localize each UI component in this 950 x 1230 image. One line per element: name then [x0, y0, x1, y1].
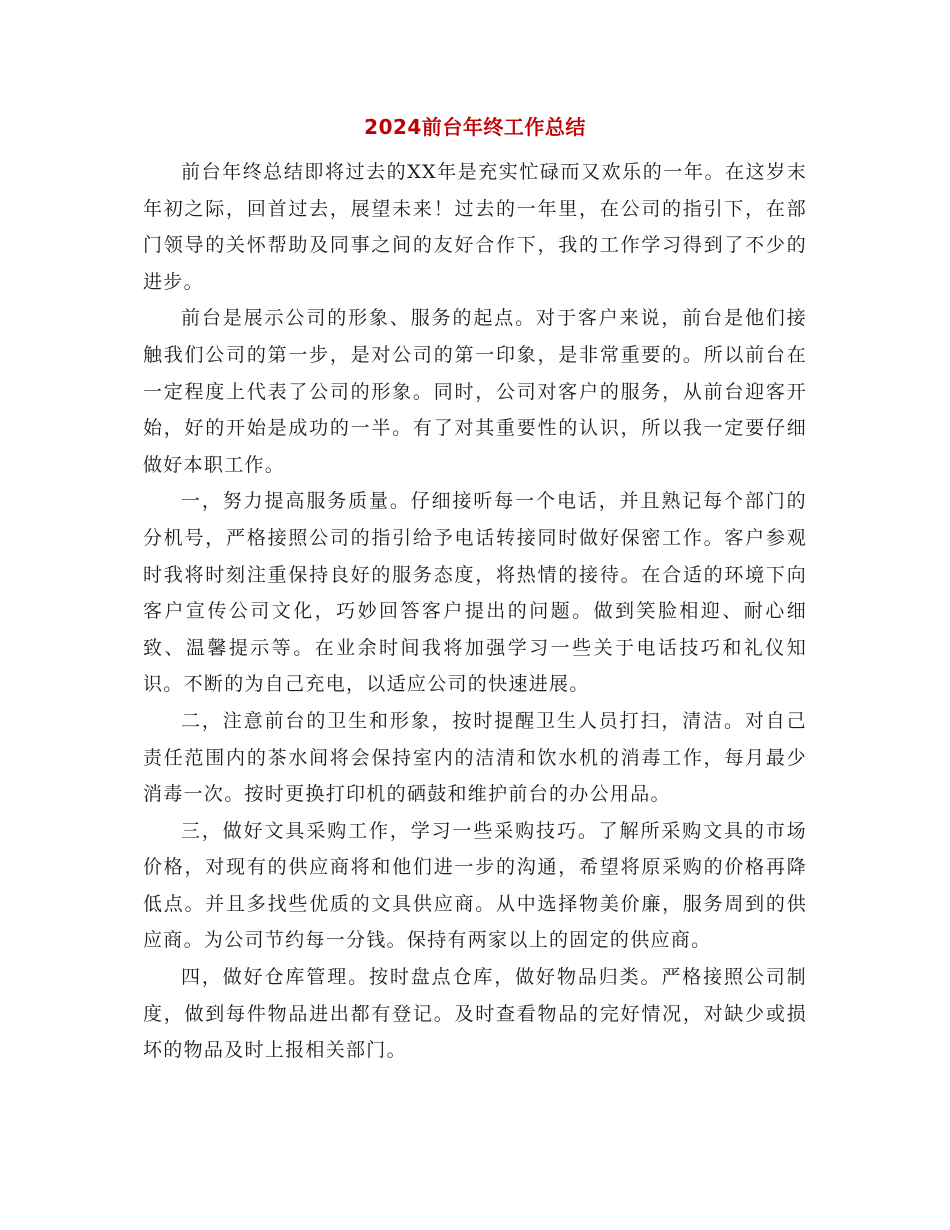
paragraph-service-quality: 一，努力提高服务质量。仔细接听每一个电话，并且熟记每个部门的分机号，严格接照公司的指引给予电话转接同时做好保密工作。客户参观时我将时刻注重保持良好的服务态度，将热情的接待。在合适的环境下向客户宣传公司文化，巧妙回答客户提出的问题。做到笑脸相迎、耐心细致、温馨提示等。在业余时间我将加强学习一些关于电话技巧和礼仪知识。不断的为自己充电，以适应公司的快速进展。: [143, 490, 807, 696]
paragraph-intro: 前台年终总结即将过去的XX年是充实忙碌而又欢乐的一年。在这岁末年初之际，回首过去，展望未来！过去的一年里，在公司的指引下，在部门领导的关怀帮助及同事之间的友好合作下，我的工作学习得到了不少的进步。: [143, 161, 807, 293]
paragraph-procurement: 三，做好文具采购工作，学习一些采购技巧。了解所采购文具的市场价格，对现有的供应商将和他们进一步的沟通，希望将原采购的价格再降低点。并且多找些优质的文具供应商。从中选择物美价廉，服务周到的供应商。为公司节约每一分钱。保持有两家以上的固定的供应商。: [143, 819, 807, 952]
document-title: 2024前台年终工作总结: [364, 115, 586, 139]
document-page: [143, 112, 807, 1069]
paragraph-hygiene: 二，注意前台的卫生和形象，按时提醒卫生人员打扫，清洁。对自己责任范围内的茶水间将会保持室内的洁清和饮水机的消毒工作，每月最少消毒一次。按时更换打印机的硒鼓和维护前台的办公用品。: [143, 709, 807, 806]
paragraph-warehouse: 四，做好仓库管理。按时盘点仓库，做好物品归类。严格接照公司制度，做到每件物品进出都有登记。及时查看物品的完好情况，对缺少或损坏的物品及时上报相关部门。: [143, 966, 807, 1062]
paragraph-front-desk-role: 前台是展示公司的形象、服务的起点。对于客户来说，前台是他们接触我们公司的第一步，是对公司的第一印象，是非常重要的。所以前台在一定程度上代表了公司的形象。同时，公司对客户的服务，从前台迎客开始，好的开始是成功的一半。有了对其重要性的认识，所以我一定要仔细做好本职工作。: [143, 307, 807, 476]
